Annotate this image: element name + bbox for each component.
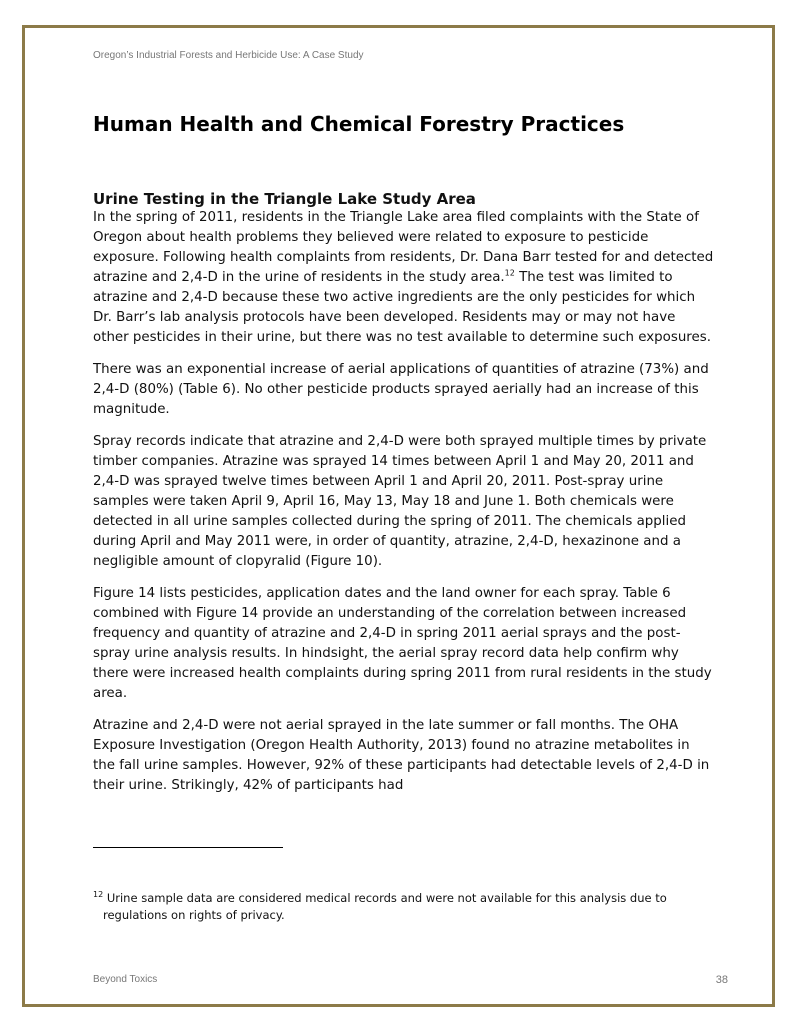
section-heading: Urine Testing in the Triangle Lake Study Area (93, 190, 476, 208)
paragraph-5: Atrazine and 2,4-D were not aerial sprayed in the late summer or fall months. The OHA Exposure Investigation (Oregon Health Authority, 2013) found no atrazine metabolites in the fall urine samples. However, 92% of these participants had detectable levels of 2,4-D in their urine. Strikingly, 42% of participants had (93, 718, 710, 793)
body-text (93, 190, 715, 808)
footer-organization: Beyond Toxics (93, 974, 158, 985)
footnote-divider (93, 847, 283, 848)
running-header: Oregon’s Industrial Forests and Herbicide Use: A Case Study (93, 50, 364, 61)
footnote (93, 890, 715, 924)
footnote-text: Urine sample data are considered medical records and were not available for this analysis due to regulations on rights of privacy. (103, 891, 667, 922)
page-number: 38 (715, 974, 728, 986)
document-page (22, 25, 775, 1007)
page-title: Human Health and Chemical Forestry Practices (93, 112, 625, 136)
paragraph-1-text-b: The test was limited to atrazine and 2,4-D because these two active ingredients are the only pesticides for which Dr. Barr’s lab analysis protocols have been developed. Residents may or may not have other pesticides in their urine, but there was no test available to determine such exposures. (93, 270, 711, 345)
footnote-reference[interactable]: 12 (504, 268, 515, 278)
paragraph-2: There was an exponential increase of aerial applications of quantities of atrazine (73%) and 2,4-D (80%) (Table 6). No other pesticide products sprayed aerially had an increase of this magnitude. (93, 362, 709, 417)
paragraph-4: Figure 14 lists pesticides, application dates and the land owner for each spray. Table 6 combined with Figure 14 provide an understanding of the correlation between increased frequency and quantity of atrazine and 2,4-D in spring 2011 aerial sprays and the post-spray urine analysis results. In hindsight, the aerial spray record data help confirm why there were increased health complaints during spring 2011 from rural residents in the study area. (93, 586, 712, 701)
paragraph-1 (93, 208, 715, 348)
paragraph-1-text-a: In the spring of 2011, residents in the Triangle Lake area filed complaints with the State of Oregon about health problems they believed were related to exposure to pesticide exposure. Following health complaints from residents, Dr. Dana Barr tested for and detected atrazine and 2,4-D in the urine of residents in the study area. (93, 210, 714, 285)
paragraph-3: Spray records indicate that atrazine and 2,4-D were both sprayed multiple times by private timber companies. Atrazine was sprayed 14 times between April 1 and May 20, 2011 and 2,4-D was sprayed twelve times between April 1 and April 20, 2011. Post-spray urine samples were taken April 9, April 16, May 13, May 18 and June 1. Both chemicals were detected in all urine samples collected during the spring of 2011. The chemicals applied during April and May 2011 were, in order of quantity, atrazine, 2,4-D, hexazinone and a negligible amount of clopyralid (Figure 10). (93, 434, 707, 569)
footnote-number: 12 (93, 890, 104, 900)
